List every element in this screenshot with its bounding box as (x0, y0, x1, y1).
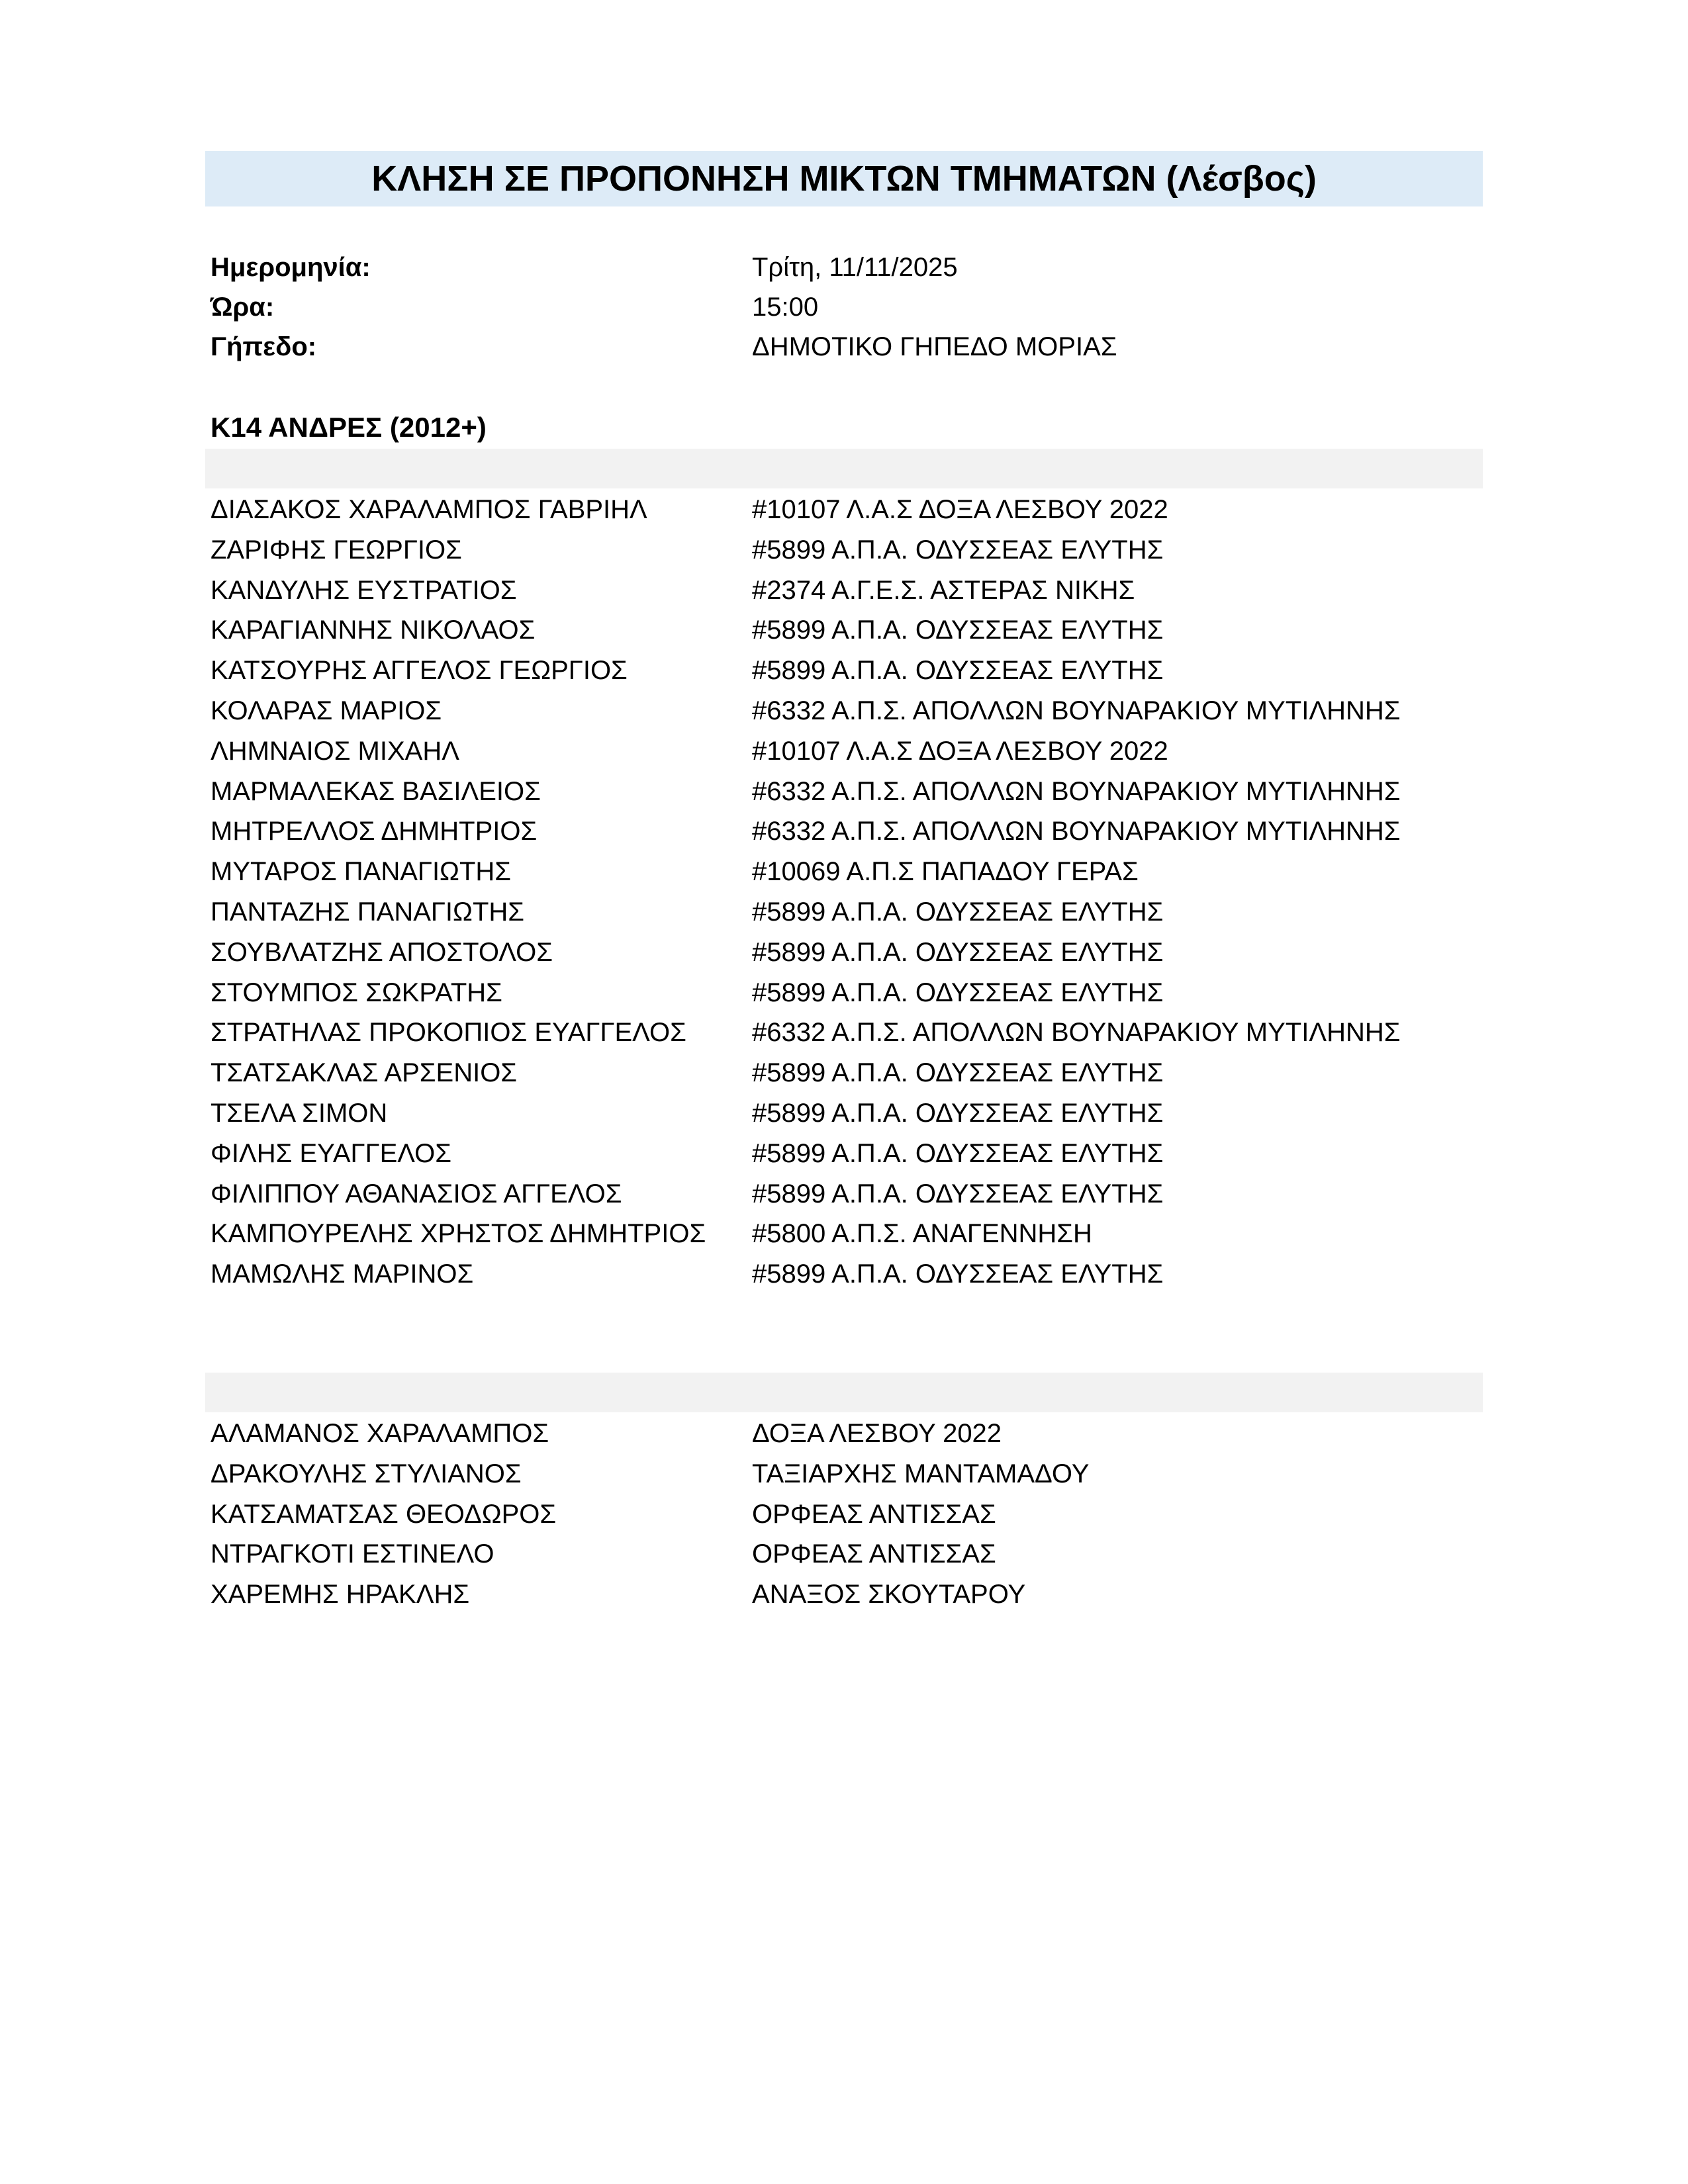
player-row (211, 1093, 1488, 1134)
player-name: ΜΑΜΩΛΗΣ ΜΑΡΙΝΟΣ (211, 1259, 474, 1289)
player-name: ΠΑΝΤΑΖΗΣ ΠΑΝΑΓΙΩΤΗΣ (211, 897, 524, 927)
player-club: #5899 Α.Π.Α. ΟΔΥΣΣΕΑΣ ΕΛΥΤΗΣ (752, 535, 1164, 565)
player-club: #5800 Α.Π.Σ. ΑΝΑΓΕΝΝΗΣΗ (752, 1219, 1092, 1249)
title-banner (205, 151, 1483, 206)
player-club: #5899 Α.Π.Α. ΟΔΥΣΣΕΑΣ ΕΛΥΤΗΣ (752, 1058, 1164, 1088)
guest-row (211, 1414, 1488, 1454)
page-title: ΚΛΗΣΗ ΣΕ ΠΡΟΠΟΝΗΣΗ ΜΙΚΤΩΝ ΤΜΗΜΑΤΩΝ (Λέσβος) (371, 159, 1317, 199)
player-row (211, 490, 1488, 530)
player-name: ΦΙΛΙΠΠΟΥ ΑΘΑΝΑΣΙΟΣ ΑΓΓΕΛΟΣ (211, 1179, 622, 1208)
player-club: #5899 Α.Π.Α. ΟΔΥΣΣΕΑΣ ΕΛΥΤΗΣ (752, 897, 1164, 927)
player-name: ΜΑΡΜΑΛΕΚΑΣ ΒΑΣΙΛΕΙΟΣ (211, 776, 541, 806)
player-row (211, 1053, 1488, 1093)
player-club: #5899 Α.Π.Α. ΟΔΥΣΣΕΑΣ ΕΛΥΤΗΣ (752, 1259, 1164, 1289)
player-club: #5899 Α.Π.Α. ΟΔΥΣΣΕΑΣ ΕΛΥΤΗΣ (752, 937, 1164, 967)
player-row (211, 651, 1488, 691)
player-row (211, 811, 1488, 852)
time-value: 15:00 (752, 293, 819, 322)
player-name: ΔΙΑΣΑΚΟΣ ΧΑΡΑΛΑΜΠΟΣ ΓΑΒΡΙΗΛ (211, 495, 647, 524)
player-name: ΤΣΕΛΑ ΣΙΜΟΝ (211, 1098, 388, 1128)
player-name: ΛΗΜΝΑΙΟΣ ΜΙΧΑΗΛ (211, 736, 459, 766)
guest-row (211, 1574, 1488, 1615)
player-row (211, 852, 1488, 892)
player-name: ΚΑΝΔΥΛΗΣ ΕΥΣΤΡΑΤΙΟΣ (211, 575, 517, 605)
player-name: ΝΤΡΑΓΚΟΤΙ ΕΣΤΙΝΕΛΟ (211, 1539, 494, 1569)
guests-list (211, 1414, 1488, 1615)
player-club: #2374 Α.Γ.Ε.Σ. ΑΣΤΕΡΑΣ ΝΙΚΗΣ (752, 575, 1135, 605)
player-row (211, 1134, 1488, 1174)
time-label: Ώρα: (211, 293, 275, 322)
section-heading: Κ14 ΑΝΔΡΕΣ (2012+) (211, 412, 487, 443)
player-row (211, 1214, 1488, 1254)
player-name: ΔΡΑΚΟΥΛΗΣ ΣΤΥΛΙΑΝΟΣ (211, 1459, 522, 1488)
player-club: #6332 Α.Π.Σ. ΑΠΟΛΛΩΝ ΒΟΥΝΑΡΑΚΙΟΥ ΜΥΤΙΛΗΝΗΣ (752, 776, 1401, 806)
player-club: #10107 Λ.Α.Σ ΔΟΞΑ ΛΕΣΒΟΥ 2022 (752, 495, 1168, 524)
player-row (211, 570, 1488, 611)
player-club: #5899 Α.Π.Α. ΟΔΥΣΣΕΑΣ ΕΛΥΤΗΣ (752, 1138, 1164, 1168)
player-name: ΜΗΤΡΕΛΛΟΣ ΔΗΜΗΤΡΙΟΣ (211, 817, 538, 846)
player-row (211, 1174, 1488, 1214)
player-club: ΟΡΦΕΑΣ ΑΝΤΙΣΣΑΣ (752, 1539, 996, 1569)
player-club: ΤΑΞΙΑΡΧΗΣ ΜΑΝΤΑΜΑΔΟΥ (752, 1459, 1090, 1488)
player-name: ΜΥΤΑΡΟΣ ΠΑΝΑΓΙΩΤΗΣ (211, 857, 512, 887)
guest-row (211, 1534, 1488, 1574)
players-list (211, 490, 1488, 1295)
player-row (211, 1013, 1488, 1053)
player-club: #6332 Α.Π.Σ. ΑΠΟΛΛΩΝ ΒΟΥΝΑΡΑΚΙΟΥ ΜΥΤΙΛΗΝΗΣ (752, 1018, 1401, 1048)
player-row (211, 892, 1488, 933)
player-name: ΖΑΡΙΦΗΣ ΓΕΩΡΓΙΟΣ (211, 535, 462, 565)
date-row (211, 248, 1488, 287)
player-row (211, 530, 1488, 570)
venue-row (211, 327, 1488, 367)
player-name: ΦΙΛΗΣ ΕΥΑΓΓΕΛΟΣ (211, 1138, 452, 1168)
player-row (211, 933, 1488, 973)
player-club: #5899 Α.Π.Α. ΟΔΥΣΣΕΑΣ ΕΛΥΤΗΣ (752, 978, 1164, 1007)
player-name: ΣΤΡΑΤΗΛΑΣ ΠΡΟΚΟΠΙΟΣ ΕΥΑΓΓΕΛΟΣ (211, 1018, 686, 1048)
players-header-band (205, 449, 1483, 488)
player-name: ΚΑΜΠΟΥΡΕΛΗΣ ΧΡΗΣΤΟΣ ΔΗΜΗΤΡΙΟΣ (211, 1219, 706, 1249)
player-name: ΧΑΡΕΜΗΣ ΗΡΑΚΛΗΣ (211, 1580, 470, 1610)
venue-value: ΔΗΜΟΤΙΚΟ ΓΗΠΕΔΟ ΜΟΡΙΑΣ (752, 332, 1117, 361)
player-row (211, 973, 1488, 1013)
player-row (211, 610, 1488, 651)
player-club: #10069 Α.Π.Σ ΠΑΠΑΔΟΥ ΓΕΡΑΣ (752, 857, 1139, 887)
venue-label: Γήπεδο: (211, 332, 317, 361)
player-name: ΣΟΥΒΛΑΤΖΗΣ ΑΠΟΣΤΟΛΟΣ (211, 937, 553, 967)
player-row (211, 691, 1488, 731)
player-club: #5899 Α.Π.Α. ΟΔΥΣΣΕΑΣ ΕΛΥΤΗΣ (752, 1098, 1164, 1128)
player-row (211, 1254, 1488, 1295)
guest-row (211, 1494, 1488, 1535)
player-row (211, 731, 1488, 772)
time-row (211, 287, 1488, 327)
player-name: ΚΟΛΑΡΑΣ ΜΑΡΙΟΣ (211, 696, 442, 725)
player-club: #5899 Α.Π.Α. ΟΔΥΣΣΕΑΣ ΕΛΥΤΗΣ (752, 656, 1164, 686)
player-name: ΚΑΤΣΑΜΑΤΣΑΣ ΘΕΟΔΩΡΟΣ (211, 1499, 557, 1529)
player-club: ΟΡΦΕΑΣ ΑΝΤΙΣΣΑΣ (752, 1499, 996, 1529)
player-name: ΚΑΤΣΟΥΡΗΣ ΑΓΓΕΛΟΣ ΓΕΩΡΓΙΟΣ (211, 656, 628, 686)
player-name: ΑΛΑΜΑΝΟΣ ΧΑΡΑΛΑΜΠΟΣ (211, 1419, 549, 1448)
player-name: ΤΣΑΤΣΑΚΛΑΣ ΑΡΣΕΝΙΟΣ (211, 1058, 518, 1088)
player-club: ΑΝΑΞΟΣ ΣΚΟΥΤΑΡΟΥ (752, 1580, 1026, 1610)
player-club: #6332 Α.Π.Σ. ΑΠΟΛΛΩΝ ΒΟΥΝΑΡΑΚΙΟΥ ΜΥΤΙΛΗΝΗΣ (752, 696, 1401, 725)
player-club: #5899 Α.Π.Α. ΟΔΥΣΣΕΑΣ ΕΛΥΤΗΣ (752, 1179, 1164, 1208)
guests-header-band (205, 1373, 1483, 1412)
player-club: ΔΟΞΑ ΛΕΣΒΟΥ 2022 (752, 1419, 1002, 1448)
player-row (211, 772, 1488, 812)
player-club: #10107 Λ.Α.Σ ΔΟΞΑ ΛΕΣΒΟΥ 2022 (752, 736, 1168, 766)
date-value: Τρίτη, 11/11/2025 (752, 253, 958, 282)
player-club: #6332 Α.Π.Σ. ΑΠΟΛΛΩΝ ΒΟΥΝΑΡΑΚΙΟΥ ΜΥΤΙΛΗΝΗΣ (752, 817, 1401, 846)
player-name: ΣΤΟΥΜΠΟΣ ΣΩΚΡΑΤΗΣ (211, 978, 502, 1007)
date-label: Ημερομηνία: (211, 253, 371, 282)
player-name: ΚΑΡΑΓΙΑΝΝΗΣ ΝΙΚΟΛΑΟΣ (211, 615, 536, 645)
guest-row (211, 1454, 1488, 1494)
player-club: #5899 Α.Π.Α. ΟΔΥΣΣΕΑΣ ΕΛΥΤΗΣ (752, 615, 1164, 645)
